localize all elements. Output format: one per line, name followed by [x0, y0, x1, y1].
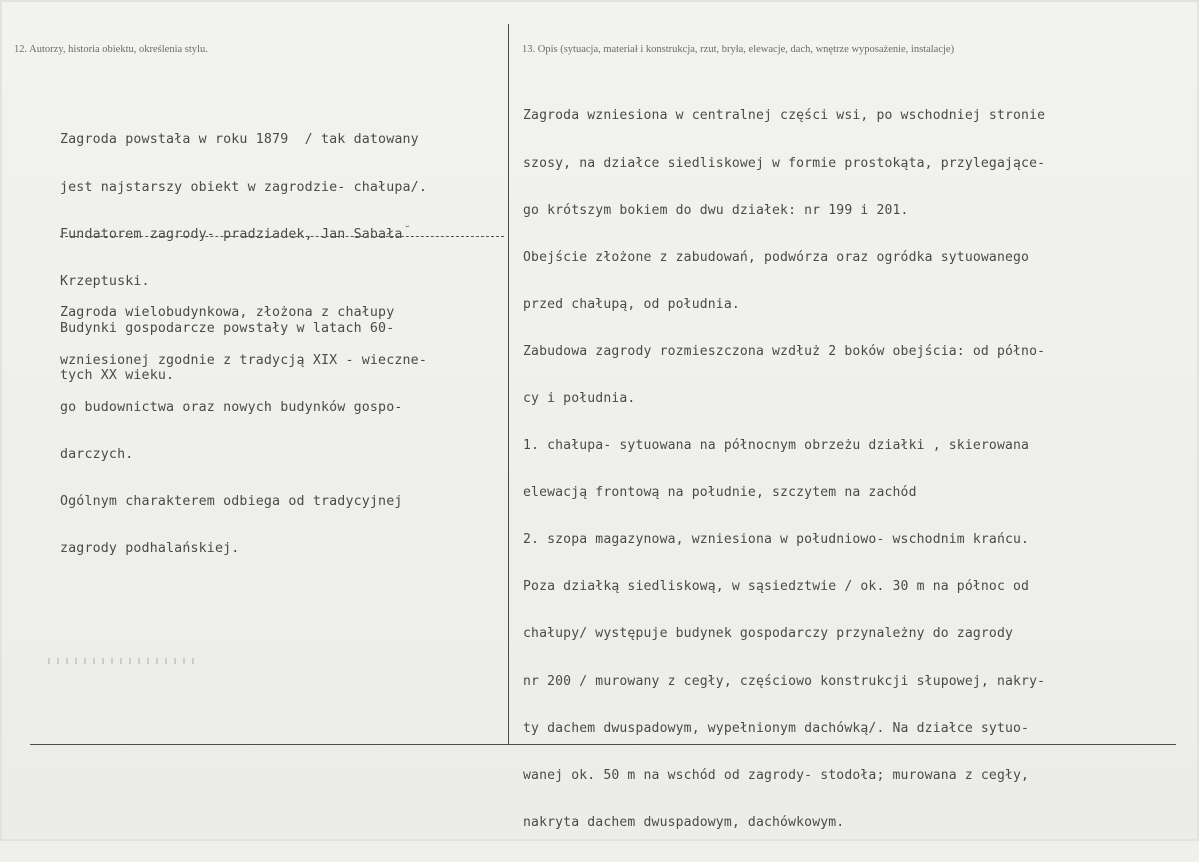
text-line: nr 200 / murowany z cegły, częściowo konstrukcji słupowej, nakry-: [523, 673, 1046, 689]
dashed-separator: [60, 236, 504, 238]
section-13-header: 13. Opis (sytuacja, materiał i konstrukcja, rzut, bryła, elewacje, dach, wnętrze wyposażenie, instalacje): [522, 44, 955, 55]
text-line: Zagroda wielobudynkowa, złożona z chałupy: [60, 305, 395, 321]
text-line: Budynki gospodarcze powstały w latach 60-: [60, 320, 395, 336]
section-12-header: 12. Autorzy, historia obiektu, określenia stylu.: [14, 44, 208, 55]
text-line: zagrody podhalańskiej.: [60, 540, 240, 556]
text-line: Poza działką siedliskową, w sąsiedztwie / ok. 30 m na północ od: [523, 579, 1030, 595]
text-line: Zagroda powstała w roku 1879 / tak datowany: [60, 132, 419, 148]
text-line: Zagroda wzniesiona w centralnej części wsi, po wschodniej stronie: [523, 108, 1046, 124]
text-line: 1. chałupa- sytuowana na północnym obrzeżu działki , skierowana: [523, 438, 1030, 454]
text-line: wzniesionej zgodnie z tradycją XIX - wieczne-: [60, 352, 427, 368]
style-paragraph: [60, 274, 427, 588]
text-line: chałupy/ występuje budynek gospodarczy przynależny do zagrody: [523, 626, 1014, 642]
text-line: nakryta dachem dwuspadowym, dachówkowym.: [523, 814, 845, 830]
text-line: cy i południa.: [523, 390, 636, 406]
text-line: Fundatorem zagrody- pradziadek, Jan Sabała: [60, 226, 403, 242]
text-line: darczych.: [60, 446, 134, 462]
text-line: tych XX wieku.: [60, 367, 175, 383]
text-line: Zabudowa zagrody rozmieszczona wzdłuż 2 boków obejścia: od półno-: [523, 343, 1046, 359]
description-paragraph: [523, 77, 1045, 862]
text-line: Obejście złożone z zabudowań, podwórza oraz ogródka sytuowanego: [523, 249, 1030, 265]
text-line: wanej ok. 50 m na wschód od zagrody- stodoła; murowana z cegły,: [523, 767, 1030, 783]
breve-mark: ˘: [404, 224, 411, 237]
text-line: 2. szopa magazynowa, wzniesiona w południowo- wschodnim krańcu.: [523, 532, 1030, 548]
text-line: przed chałupą, od południa.: [523, 296, 740, 312]
text-line: ty dachem dwuspadowym, wypełnionym dachówką/. Na działce sytuo-: [523, 720, 1030, 736]
column-divider: [508, 24, 509, 744]
text-line: Krzeptuski.: [60, 273, 150, 289]
text-line: go krótszym bokiem do dwu działek: nr 199 i 201.: [523, 202, 909, 218]
paper-specks: [48, 658, 198, 664]
text-line: jest najstarszy obiekt w zagrodzie- chałupa/.: [60, 179, 427, 195]
text-line: elewacją frontową na południe, szczytem na zachód: [523, 485, 917, 501]
text-line: go budownictwa oraz nowych budynków gospo-: [60, 399, 403, 415]
text-line: szosy, na działce siedliskowej w formie prostokąta, przylegające-: [523, 155, 1046, 171]
text-line: Ogólnym charakterem odbiega od tradycyjnej: [60, 493, 403, 509]
